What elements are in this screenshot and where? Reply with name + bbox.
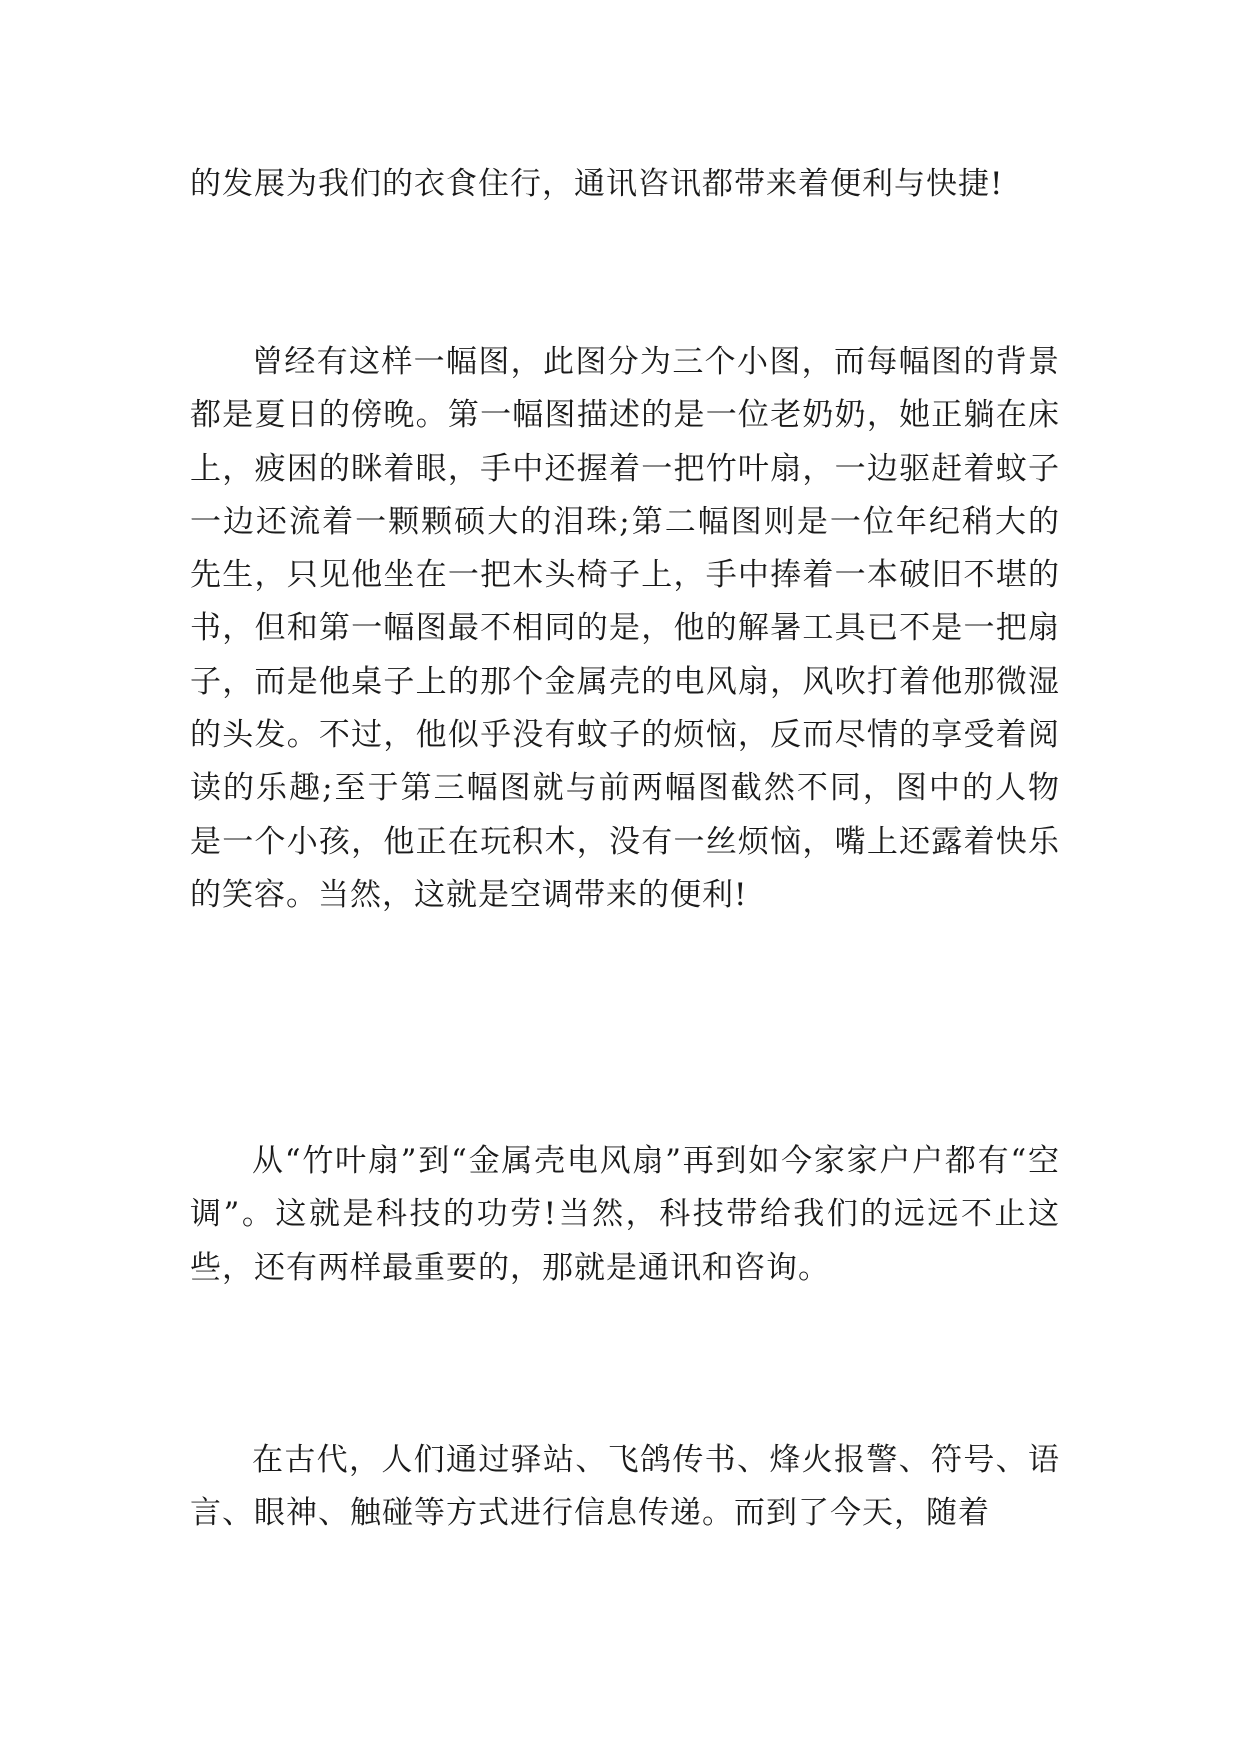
paragraph-fan-to-air-conditioner: 从“竹叶扇”到“金属壳电风扇”再到如今家家户户都有“空调”。这就是科技的功劳!当然，科技带给我们的远远不止这些，还有两样最重要的，那就是通讯和咨询。 — [190, 1143, 1060, 1286]
paragraph-three-pictures: 曾经有这样一幅图，此图分为三个小图，而每幅图的背景都是夏日的傍晚。第一幅图描述的是一位老奶奶，她正躺在床上，疲困的眯着眼，手中还握着一把竹叶扇，一边驱赶着蚊子一边还流着一颗颗硕大的泪珠;第二幅图则是一位年纪稍大的先生，只见他坐在一把木头椅子上，手中捧着一本破旧不堪的书，但和第一幅图最不相同的是，他的解暑工具已不是一把扇子，而是他桌子上的那个金属壳的电风扇，风吹打着他那微湿的头发。不过，他似乎没有蚊子的烦恼，反而尽情的享受着阅读的乐趣;至于第三幅图就与前两幅图截然不同，图中的人物是一个小孩，他正在玩积木，没有一丝烦恼，嘴上还露着快乐的笑容。当然，这就是空调带来的便利! — [190, 344, 1060, 913]
paragraph-continuation: 的发展为我们的衣食住行，通讯咨讯都带来着便利与快捷! — [190, 166, 1004, 202]
paragraph-ancient-communication: 在古代，人们通过驿站、飞鸽传书、烽火报警、符号、语言、眼神、触碰等方式进行信息传递。而到了今天，随着 — [190, 1442, 1060, 1532]
